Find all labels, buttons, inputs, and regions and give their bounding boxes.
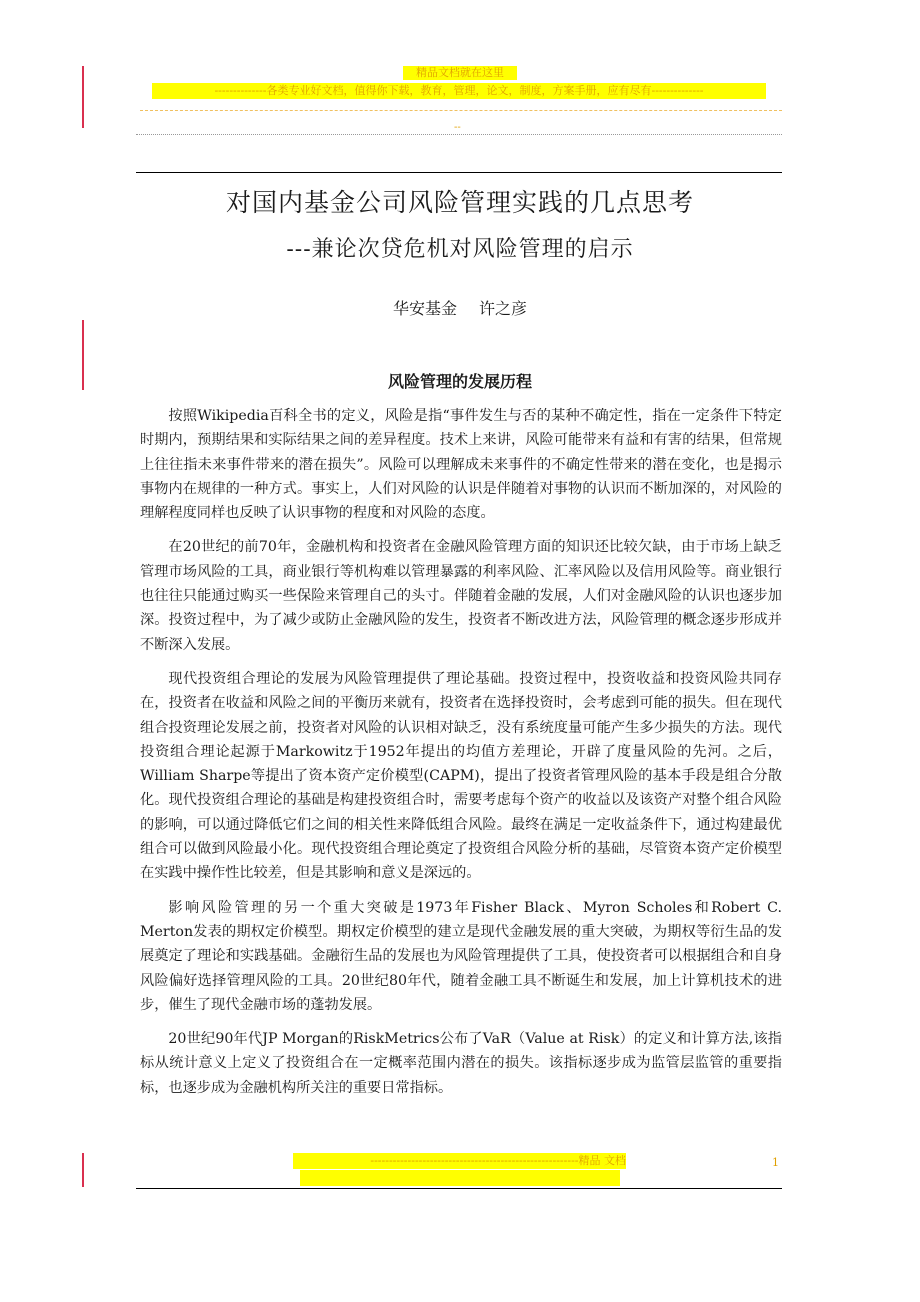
document-subtitle: ---兼论次贷危机对风险管理的启示 (286, 237, 634, 262)
margin-marker-bottom (82, 1153, 84, 1187)
footer-banner: --------------------------------------------------------精品 文档 (293, 1153, 626, 1169)
top-rule (136, 172, 782, 173)
body-text (140, 404, 782, 1110)
page-number: 1 (772, 1156, 779, 1169)
footer-banner-highlight (300, 1170, 620, 1186)
paragraph: 影响风险管理的另一个重大突破是1973年Fisher Black、Myron Scholes和Robert C. Merton发表的期权定价模型。期权定价模型的建立是现代金融发展的重大突破，为期权等衍生品的发展奠定了理论和实践基础。金融衍生品的发展也为风险管理提供了工具，使投资者可以根据组合和自身风险偏好选择管理风险的工具。20世纪80年代，随着金融工具不断诞生和发展，加上计算机技术的进步，催生了现代金融市场的蓬勃发展。 (140, 899, 782, 1013)
author-name: 许之彦 (479, 299, 528, 318)
header-dashed-divider (140, 110, 782, 111)
header-mark: -- (454, 122, 461, 133)
header-dotted-rule (136, 134, 782, 135)
header-banner-line1: 精品文档就在这里 (403, 66, 517, 80)
bottom-rule (136, 1188, 782, 1189)
section-title: 风险管理的发展历程 (387, 372, 532, 391)
paragraph: 现代投资组合理论的发展为风险管理提供了理论基础。投资过程中，投资收益和投资风险共同存在，投资者在收益和风险之间的平衡历来就有，投资者在选择投资时，会考虑到可能的损失。但在现代组合投资理论发展之前，投资者对风险的认识相对缺乏，没有系统度量可能产生多少损失的方法。现代投资组合理论起源于Markowitz于1952年提出的均值方差理论，开辟了度量风险的先河。之后，William Sharpe等提出了资本资产定价模型(CAPM)，提出了投资者管理风险的基本手段是组合分散化。现代投资组合理论的基础是构建投资组合时，需要考虑每个资产的收益以及该资产对整个组合风险的影响，可以通过降低它们之间的相关性来降低组合风险。最终在满足一定收益条件下，通过构建最优组合可以做到风险最小化。现代投资组合理论奠定了投资组合风险分析的基础，尽管资本资产定价模型在实践中操作性比较差，但是其影响和意义是深远的。 (140, 670, 782, 882)
document-title: 对国内基金公司风险管理实践的几点思考 (225, 188, 694, 217)
author-line (0, 296, 920, 319)
paragraph: 按照Wikipedia百科全书的定义，风险是指“事件发生与否的某种不确定性，指在一定条件下特定时期内，预期结果和实际结果之间的差异程度。技术上来讲，风险可能带来有益和有害的结果，但常规上往往指未来事件带来的潜在损失”。风险可以理解成未来事件的不确定性带来的潜在变化，也是揭示事物内在规律的一种方式。事实上，人们对风险的认识是伴随着对事物的认识而不断加深的，对风险的理解程度同样也反映了认识事物的程度和对风险的态度。 (140, 408, 782, 522)
paragraph: 20世纪90年代JP Morgan的RiskMetrics公布了VaR（Value at Risk）的定义和计算方法,该指标从统计意义上定义了投资组合在一定概率范围内潜在的损失。该指标逐步成为监管层监管的重要指标，也逐步成为金融机构所关注的重要日常指标。 (140, 1031, 782, 1096)
header-banner-line2: --------------各类专业好文档，值得你下载，教育，管理，论文，制度，方案手册，应有尽有-------------- (152, 83, 766, 99)
paragraph: 在20世纪的前70年，金融机构和投资者在金融风险管理方面的知识还比较欠缺，由于市场上缺乏管理市场风险的工具，商业银行等机构难以管理暴露的利率风险、汇率风险以及信用风险等。商业银行也往往只能通过购买一些保险来管理自己的头寸。伴随着金融的发展，人们对金融风险的认识也逐步加深。投资过程中，为了减少或防止金融风险的发生，投资者不断改进方法，风险管理的概念逐步形成并不断深入发展。 (140, 539, 782, 653)
margin-marker-top (82, 66, 84, 128)
author-organization: 华安基金 (392, 299, 457, 318)
